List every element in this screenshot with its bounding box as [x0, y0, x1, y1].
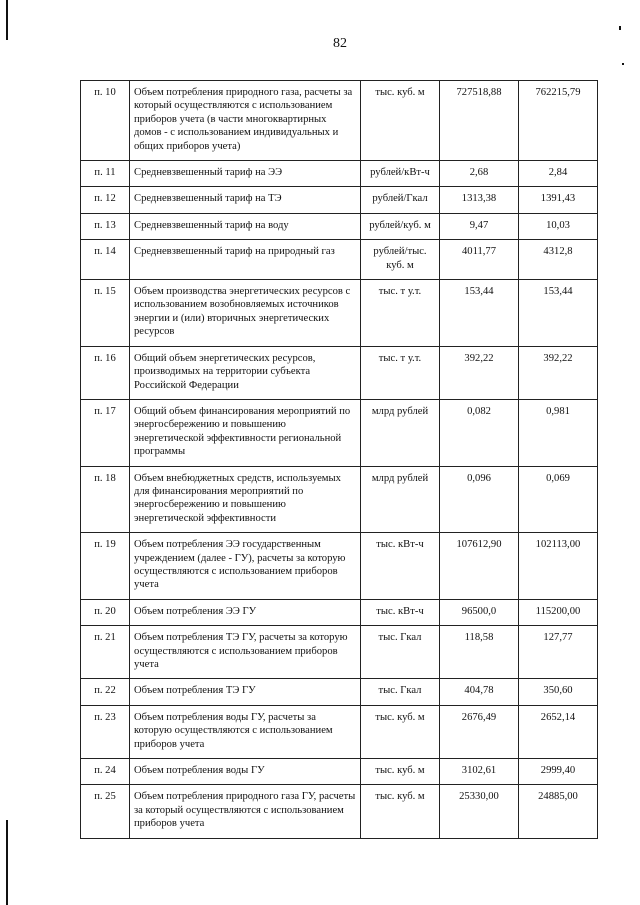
table-row [81, 626, 598, 679]
table-row [81, 161, 598, 187]
unit: рублей/Гкал [361, 187, 440, 213]
table-row [81, 759, 598, 785]
row-number: п. 16 [81, 346, 130, 399]
value-2: 762215,79 [519, 81, 598, 161]
row-number: п. 12 [81, 187, 130, 213]
unit: тыс. куб. м [361, 81, 440, 161]
value-1: 0,082 [440, 399, 519, 466]
value-1: 118,58 [440, 626, 519, 679]
value-1: 3102,61 [440, 759, 519, 785]
value-1: 107612,90 [440, 533, 519, 600]
unit: млрд рублей [361, 466, 440, 533]
unit: тыс. кВт-ч [361, 599, 440, 625]
table-row [81, 187, 598, 213]
indicator-name: Объем внебюджетных средств, используемых для финансирования мероприятий по энергосбережению и повышению энергетической эффективности [130, 466, 361, 533]
value-2: 4312,8 [519, 240, 598, 280]
unit: рублей/тыс. куб. м [361, 240, 440, 280]
indicator-name: Общий объем энергетических ресурсов, производимых на территории субъекта Российской Федерации [130, 346, 361, 399]
value-1: 1313,38 [440, 187, 519, 213]
value-2: 0,069 [519, 466, 598, 533]
unit: тыс. Гкал [361, 626, 440, 679]
indicator-name: Средневзвешенный тариф на ЭЭ [130, 161, 361, 187]
unit: тыс. куб. м [361, 705, 440, 758]
indicator-name: Объем потребления воды ГУ, расчеты за которую осуществляются с использованием приборов учета [130, 705, 361, 758]
table-row [81, 240, 598, 280]
indicator-name: Объем потребления ТЭ ГУ, расчеты за которую осуществляются с использованием приборов учета [130, 626, 361, 679]
table-row [81, 599, 598, 625]
value-2: 2999,40 [519, 759, 598, 785]
unit: рублей/куб. м [361, 213, 440, 239]
table-row [81, 81, 598, 161]
value-1: 25330,00 [440, 785, 519, 838]
value-1: 392,22 [440, 346, 519, 399]
value-2: 10,03 [519, 213, 598, 239]
scan-speck [619, 26, 621, 30]
value-1: 9,47 [440, 213, 519, 239]
value-1: 0,096 [440, 466, 519, 533]
indicator-name: Средневзвешенный тариф на воду [130, 213, 361, 239]
value-2: 392,22 [519, 346, 598, 399]
indicator-name: Объем потребления ЭЭ ГУ [130, 599, 361, 625]
value-1: 96500,0 [440, 599, 519, 625]
value-2: 1391,43 [519, 187, 598, 213]
value-2: 102113,00 [519, 533, 598, 600]
unit: тыс. т у.т. [361, 346, 440, 399]
table-row [81, 346, 598, 399]
value-1: 404,78 [440, 679, 519, 705]
unit: тыс. куб. м [361, 785, 440, 838]
unit: тыс. куб. м [361, 759, 440, 785]
row-number: п. 13 [81, 213, 130, 239]
row-number: п. 25 [81, 785, 130, 838]
indicator-table [80, 80, 598, 839]
unit: тыс. кВт-ч [361, 533, 440, 600]
table-row [81, 679, 598, 705]
indicator-name: Средневзвешенный тариф на природный газ [130, 240, 361, 280]
indicator-name: Объем потребления природного газа, расчеты за который осуществляются с использованием приборов учета (в части многоквартирных домов - с использованием индивидуальных и общих приборов учета) [130, 81, 361, 161]
value-1: 2676,49 [440, 705, 519, 758]
unit: тыс. т у.т. [361, 280, 440, 347]
value-2: 24885,00 [519, 785, 598, 838]
value-2: 350,60 [519, 679, 598, 705]
table-row [81, 280, 598, 347]
table-row [81, 213, 598, 239]
indicator-name: Объем потребления воды ГУ [130, 759, 361, 785]
row-number: п. 19 [81, 533, 130, 600]
row-number: п. 18 [81, 466, 130, 533]
table-row [81, 785, 598, 838]
row-number: п. 17 [81, 399, 130, 466]
indicator-name: Объем производства энергетических ресурсов с использованием возобновляемых источников энергии и (или) вторичных энергетических ресурсов [130, 280, 361, 347]
row-number: п. 14 [81, 240, 130, 280]
value-1: 727518,88 [440, 81, 519, 161]
table-body [81, 81, 598, 839]
unit: тыс. Гкал [361, 679, 440, 705]
row-number: п. 23 [81, 705, 130, 758]
table-row [81, 533, 598, 600]
row-number: п. 15 [81, 280, 130, 347]
row-number: п. 21 [81, 626, 130, 679]
row-number: п. 11 [81, 161, 130, 187]
table-row [81, 399, 598, 466]
table-row [81, 466, 598, 533]
value-2: 0,981 [519, 399, 598, 466]
page-number: 82 [333, 36, 347, 51]
indicator-name: Объем потребления ЭЭ государственным учреждением (далее - ГУ), расчеты за которую осуществляются с использованием приборов учета [130, 533, 361, 600]
row-number: п. 24 [81, 759, 130, 785]
scan-speck [622, 63, 624, 65]
value-1: 4011,77 [440, 240, 519, 280]
value-1: 2,68 [440, 161, 519, 187]
unit: рублей/кВт-ч [361, 161, 440, 187]
value-2: 2,84 [519, 161, 598, 187]
indicator-name: Объем потребления ТЭ ГУ [130, 679, 361, 705]
scan-edge-mark [6, 820, 8, 905]
indicator-name: Общий объем финансирования мероприятий по энергосбережению и повышению энергетической эффективности региональной программы [130, 399, 361, 466]
table-row [81, 705, 598, 758]
value-2: 127,77 [519, 626, 598, 679]
indicator-name: Объем потребления природного газа ГУ, расчеты за который осуществляются с использованием приборов учета [130, 785, 361, 838]
unit: млрд рублей [361, 399, 440, 466]
indicator-name: Средневзвешенный тариф на ТЭ [130, 187, 361, 213]
row-number: п. 20 [81, 599, 130, 625]
row-number: п. 10 [81, 81, 130, 161]
value-2: 153,44 [519, 280, 598, 347]
value-2: 2652,14 [519, 705, 598, 758]
row-number: п. 22 [81, 679, 130, 705]
scan-edge-mark [6, 0, 8, 40]
value-2: 115200,00 [519, 599, 598, 625]
value-1: 153,44 [440, 280, 519, 347]
